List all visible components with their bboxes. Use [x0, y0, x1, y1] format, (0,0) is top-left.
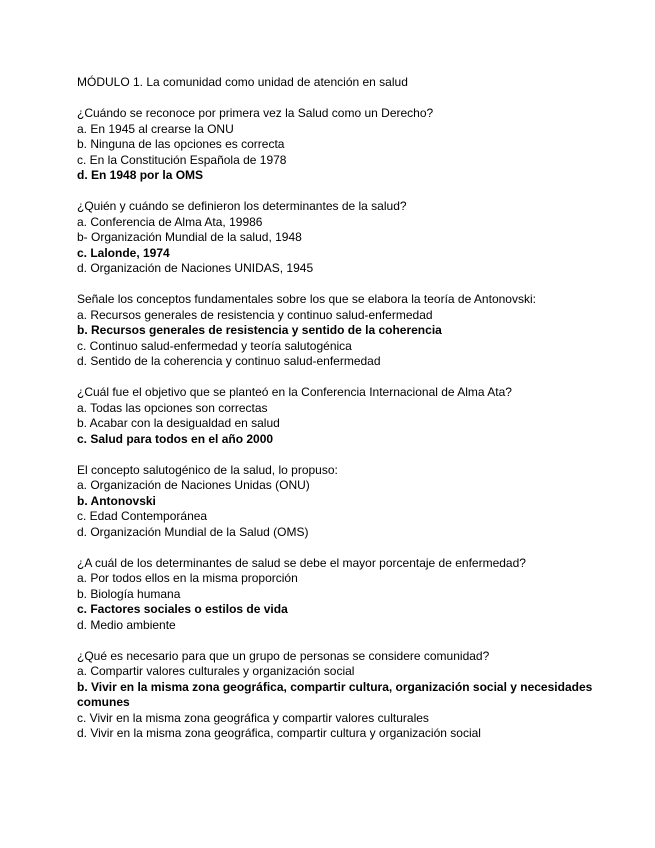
answer-option: a. En 1945 al crearse la ONU [77, 121, 234, 136]
question-text: El concepto salutogénico de la salud, lo propuso: [77, 462, 338, 477]
answer-option: b. Biología humana [77, 586, 181, 601]
question-text: ¿Cuál fue el objetivo que se planteó en la Conferencia Internacional de Alma Ata? [77, 385, 512, 399]
module-title: MÓDULO 1. La comunidad como unidad de atención en salud [77, 75, 408, 89]
answer-option: c. En la Constitución Española de 1978 [77, 152, 287, 167]
question-block [77, 106, 637, 184]
answer-option: a. Todas las opciones son correctas [77, 400, 268, 415]
correct-answer-option: c. Salud para todos en el año 2000 [77, 431, 274, 446]
question-block [77, 463, 637, 541]
question-block [77, 385, 637, 447]
correct-answer-option: c. Factores sociales o estilos de vida [77, 602, 288, 616]
answer-option: d. Vivir en la misma zona geográfica, compartir cultura y organización social [77, 726, 481, 740]
question-text: Señale los conceptos fundamentales sobre los que se elabora la teoría de Antonovski: [77, 292, 536, 306]
answer-option: b. Ninguna de las opciones es correcta [77, 137, 285, 151]
answer-option: b- Organización Mundial de la salud, 1948 [77, 230, 302, 244]
question-text: ¿Cuándo se reconoce por primera vez la Salud como un Derecho? [77, 106, 434, 120]
answer-option: b. Acabar con la desigualdad en salud [77, 416, 280, 430]
correct-answer-option: b. Recursos generales de resistencia y sentido de la coherencia [77, 323, 442, 337]
document-page [77, 75, 637, 757]
correct-answer-option: b. Antonovski [77, 493, 156, 508]
answer-option: a. Conferencia de Alma Ata, 19986 [77, 214, 263, 229]
answer-option: c. Continuo salud-enfermedad y teoría salutogénica [77, 338, 352, 353]
answer-option: a. Por todos ellos en la misma proporción [77, 571, 298, 585]
answer-option: d. Organización de Naciones UNIDAS, 1945 [77, 261, 314, 275]
answer-option: c. Edad Contemporánea [77, 509, 208, 523]
question-text: ¿Quién y cuándo se definieron los determinantes de la salud? [77, 199, 407, 213]
correct-answer-option: d. En 1948 por la OMS [77, 168, 204, 182]
answer-option: d. Medio ambiente [77, 617, 176, 632]
correct-answer-option: c. Lalonde, 1974 [77, 245, 170, 260]
question-block [77, 556, 637, 634]
question-block [77, 199, 637, 277]
question-block [77, 649, 637, 742]
answer-option: a. Organización de Naciones Unidas (ONU) [77, 478, 310, 492]
answer-option: d. Organización Mundial de la Salud (OMS) [77, 524, 309, 539]
correct-answer-option: b. Vivir en la misma zona geográfica, compartir cultura, organización social y necesidades comunes [77, 679, 593, 709]
answer-option: d. Sentido de la coherencia y continuo salud-enfermedad [77, 354, 381, 368]
question-block [77, 292, 637, 370]
answer-option: a. Recursos generales de resistencia y continuo salud-enfermedad [77, 307, 433, 322]
answer-option: c. Vivir en la misma zona geográfica y compartir valores culturales [77, 710, 429, 725]
question-text: ¿A cuál de los determinantes de salud se debe el mayor porcentaje de enfermedad? [77, 555, 526, 570]
question-text: ¿Qué es necesario para que un grupo de personas se considere comunidad? [77, 648, 490, 663]
answer-option: a. Compartir valores culturales y organización social [77, 664, 355, 678]
